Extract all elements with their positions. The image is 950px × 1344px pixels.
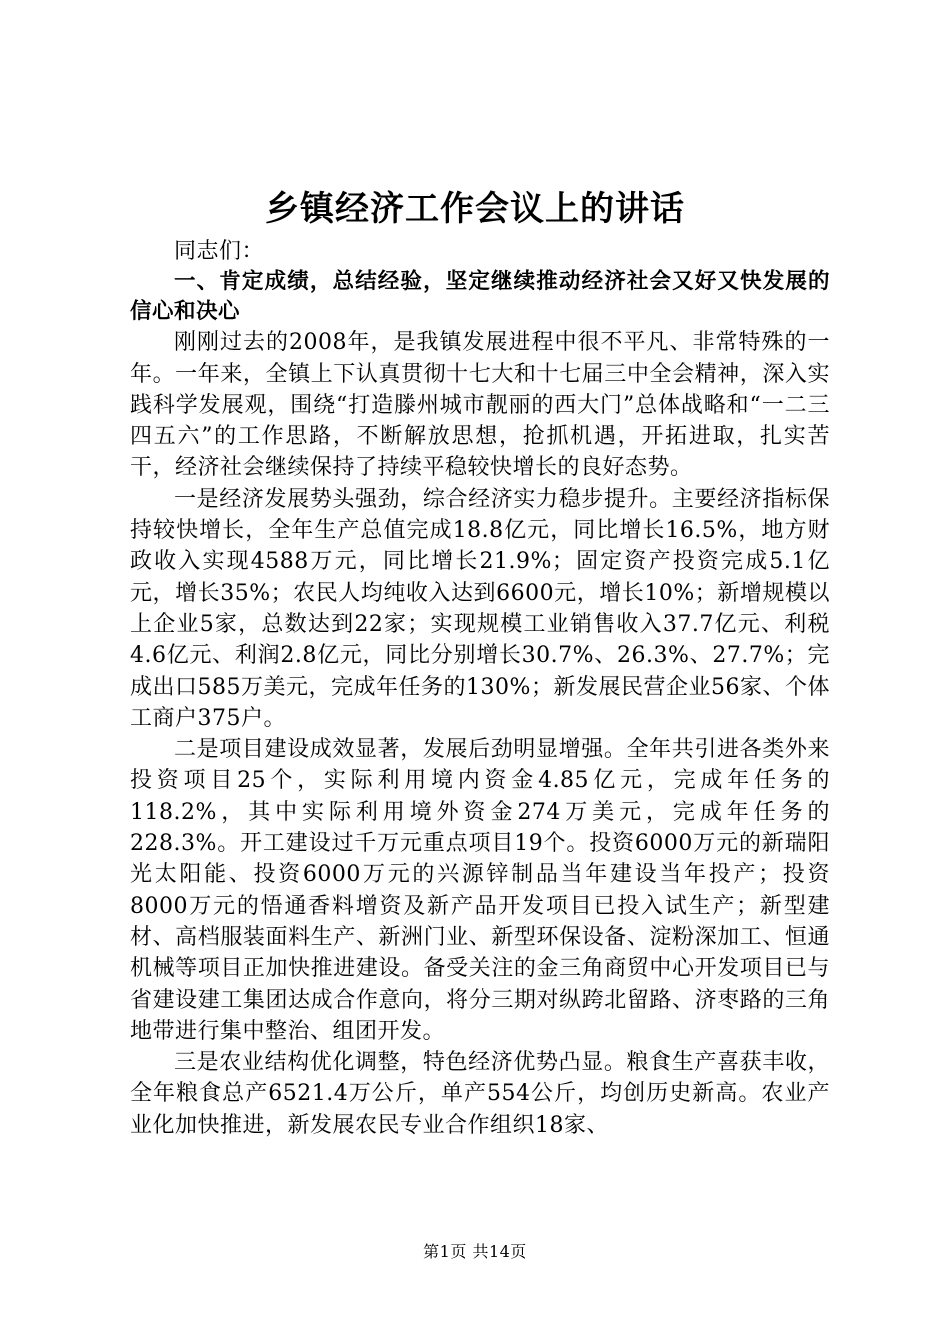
paragraph-intro: 刚刚过去的2008年，是我镇发展进程中很不平凡、非常特殊的一年。一年来，全镇上下认真贯彻十七大和十七届三中全会精神，深入实践科学发展观，围绕“打造滕州城市靓丽的西大门”总体战略和“一二三四五六”的工作思路，不断解放思想，抢抓机遇，开拓进取，扎实苦干，经济社会继续保持了持续平稳较快增长的良好态势。 — [130, 330, 830, 481]
paragraph-economy: 一是经济发展势头强劲，综合经济实力稳步提升。主要经济指标保持较快增长，全年生产总值完成18.8亿元，同比增长16.5%，地方财政收入实现4588万元，同比增长21.9%；固定资产投资完成5.1亿元，增长35%；农民人均纯收入达到6600元，增长10%；新增规模以上企业5家，总数达到22家；实现规模工业销售收入37.7亿元、利税4.6亿元、利润2.8亿元，同比分别增长30.7%、26.3%、27.7%；完成出口585万美元，完成年任务的130%；新发展民营企业56家、个体工商户375户。 — [130, 486, 830, 731]
salutation: 同志们： — [174, 239, 265, 264]
document-body — [130, 236, 830, 1141]
document-title: 乡镇经济工作会议上的讲话 — [265, 189, 685, 229]
page-footer — [0, 1240, 950, 1264]
page-number: 第1页 共14页 — [423, 1242, 527, 1261]
section-heading: 一、肯定成绩，总结经验，坚定继续推动经济社会又好又快发展的信心和决心 — [130, 269, 830, 325]
paragraph-agriculture: 三是农业结构优化调整，特色经济优势凸显。粮食生产喜获丰收，全年粮食总产6521.4万公斤，单产554公斤，均创历史新高。农业产业化加快推进，新发展农民专业合作组织18家、 — [130, 1050, 830, 1138]
paragraph-projects: 二是项目建设成效显著，发展后劲明显增强。全年共引进各类外来投资项目25个，实际利用境内资金4.85亿元，完成年任务的118.2%，其中实际利用境外资金274万美元，完成年任务的228.3%。开工建设过千万元重点项目19个。投资6000万元的新瑞阳光太阳能、投资6000万元的兴源锌制品当年建设当年投产；投资8000万元的悟通香料增资及新产品开发项目已投入试生产；新型建材、高档服装面料生产、新洲门业、新型环保设备、淀粉深加工、恒通机械等项目正加快推进建设。备受关注的金三角商贸中心开发项目已与省建设建工集团达成合作意向，将分三期对纵跨北留路、济枣路的三角地带进行集中整治、组团开发。 — [130, 737, 830, 1044]
